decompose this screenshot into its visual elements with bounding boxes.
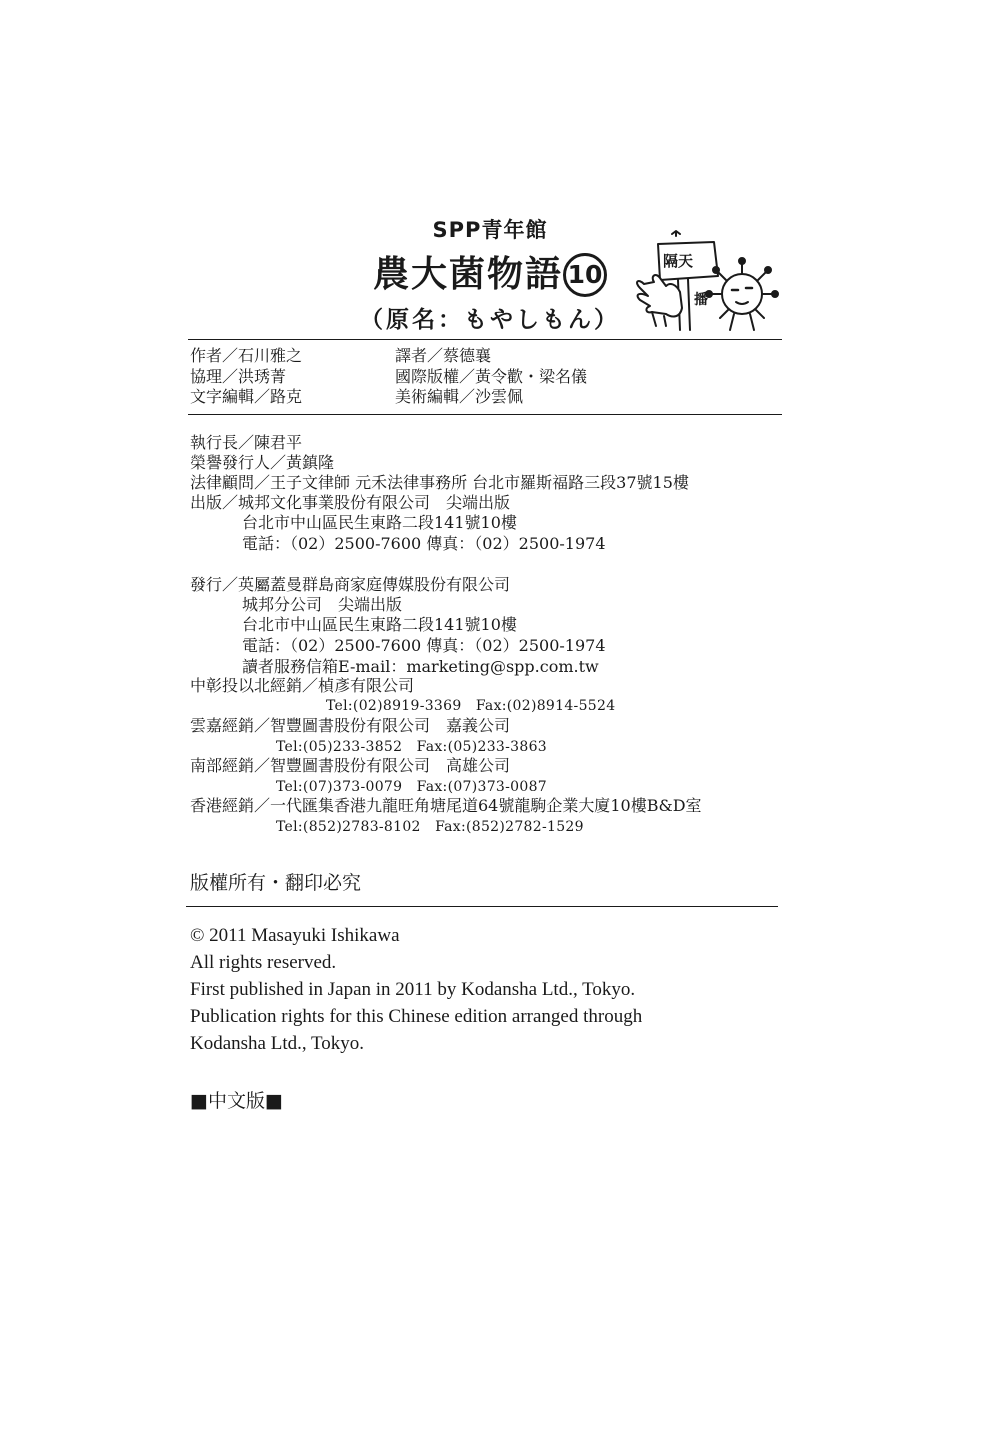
copyright-line: © 2011 Masayuki Ishikawa — [190, 925, 400, 946]
credit-manager: 協理／洪琇菁 — [190, 366, 287, 386]
book-title — [330, 246, 650, 297]
series-name: SPP青年館 — [432, 218, 548, 242]
original-title: （原名：もやしもん） — [360, 307, 620, 333]
credit-art-editor: 美術編輯／沙雲佩 — [395, 387, 524, 406]
edition-label: ■中文版■ — [190, 1090, 283, 1112]
issuer-branch: 城邦分公司 尖端出版 — [242, 595, 403, 614]
ceo-line: 執行長／陳君平 — [190, 433, 303, 452]
credit-text-editor: 文字編輯／路克 — [190, 387, 303, 406]
south-distributor-contact: Tel:(07)373-0079 Fax:(07)373-0087 — [276, 779, 547, 795]
credit-intl-rights: 國際版權／黃令歡・梁名儀 — [395, 366, 588, 386]
publisher-line: 出版／城邦文化事業股份有限公司 尖端出版 — [190, 493, 511, 512]
first-published-line: First published in Japan in 2011 by Kodansha Ltd., Tokyo. — [190, 979, 636, 1000]
hk-distributor-contact: Tel:(852)2783-8102 Fax:(852)2782-1529 — [276, 819, 584, 835]
sign-text-2: 播 — [694, 292, 708, 308]
publisher-phone: 電話：（02）2500-7600 傳真：（02）2500-1974 — [242, 534, 606, 553]
mascot-illustration — [630, 222, 780, 337]
credits-right — [395, 346, 587, 408]
hk-distributor: 香港經銷／一代匯集香港九龍旺角塘尾道64號龍駒企業大廈10樓B&D室 — [190, 796, 702, 815]
english-copyright-block — [190, 922, 642, 1057]
credit-translator: 譯者／蔡德襄 — [395, 346, 492, 365]
credit-author: 作者／石川雅之 — [190, 346, 303, 365]
divider-credits — [188, 414, 782, 415]
south-distributor: 南部經銷／智豐圖書股份有限公司 高雄公司 — [190, 756, 511, 775]
honorary-publisher-line: 榮譽發行人／黃鎮隆 — [190, 453, 335, 472]
reader-service-email: 讀者服務信箱E-mail：marketing@spp.com.tw — [242, 657, 599, 676]
divider-bottom — [186, 906, 778, 907]
book-header — [330, 214, 650, 334]
issuer-phone: 電話：（02）2500-7600 傳真：（02）2500-1974 — [242, 636, 606, 655]
chiayi-distributor: 雲嘉經銷／智豐圖書股份有限公司 嘉義公司 — [190, 716, 511, 735]
publisher-address: 台北市中山區民生東路二段141號10樓 — [242, 513, 517, 532]
book-title-text: 農大菌物語 — [372, 254, 563, 295]
issuer-address: 台北市中山區民生東路二段141號10樓 — [242, 615, 517, 634]
rights-reserved-line: All rights reserved. — [190, 952, 337, 973]
chiayi-distributor-contact: Tel:(05)233-3852 Fax:(05)233-3863 — [276, 739, 547, 755]
north-distributor-contact: Tel:(02)8919-3369 Fax:(02)8914-5524 — [326, 698, 616, 714]
issuer-line: 發行／英屬蓋曼群島商家庭傳媒股份有限公司 — [190, 575, 511, 594]
credits-left — [190, 346, 302, 408]
north-distributor: 中彰投以北經銷／楨彥有限公司 — [190, 676, 415, 695]
legal-advisor-line: 法律顧問／王子文律師 元禾法律事務所 台北市羅斯福路三段37號15樓 — [190, 473, 689, 492]
sign-text-1: 隔天 — [663, 252, 694, 270]
credits-block — [190, 346, 588, 408]
copyright-notice-zh: 版權所有・翻印必究 — [190, 872, 362, 894]
divider-top — [188, 339, 782, 340]
volume-number: 10 — [563, 253, 607, 297]
publication-rights-line: Publication rights for this Chinese edition arranged through — [190, 1006, 643, 1027]
publisher-city-line: Kodansha Ltd., Tokyo. — [190, 1033, 365, 1054]
